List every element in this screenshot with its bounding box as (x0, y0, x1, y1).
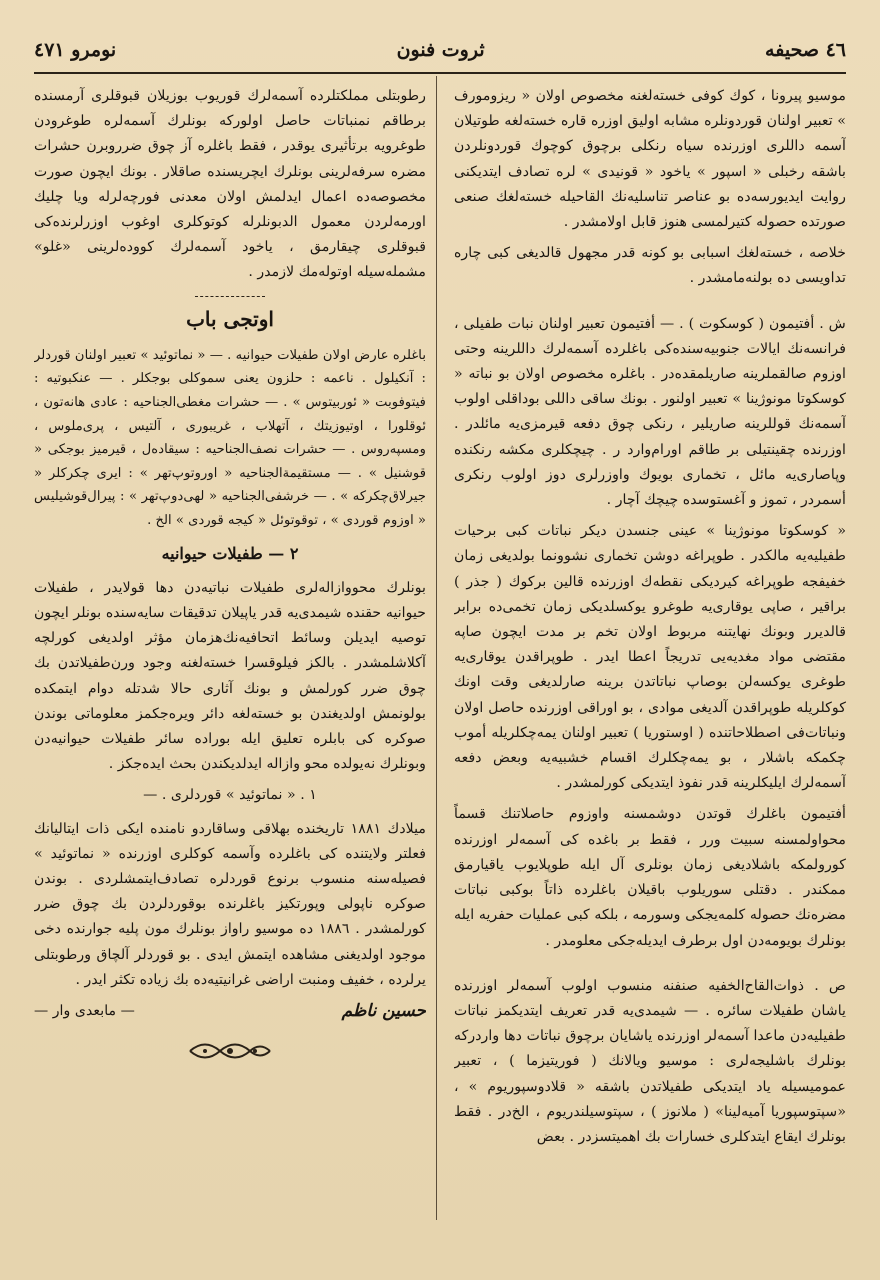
subsection-heading: ١ . « نماتوئيد » قوردلرى . — (143, 787, 317, 804)
paragraph: ش . أفتيمون ( كوسكوت ) . — أفتيمون تعبير اولنان نبات طفيلى ، فرانسه‌نك ايالات جنوبيه‌سنده‌كى باغلرده آسمه‌لرك داللرينه وحتى اوزوم صالقملرينه صاريلمقده‌در . باغلره مخصوص اولان بو نباته « كوسكوتا مونوژينا » تعبير اولنور . بونك ساقى داللى بوداقلى اولوب آسمه‌نك قوللرينه صاريلير ، رنكى چوق دفعه قيرمزى‌يه مائلدر . اوزرنده چقينتيلى بر طاقم اورام‌وارد ر . چيچكلرى مكشه رنكنده وپاصارى‌يه مائل ، تخمارى بويوك واوزرلرى دوز اولوب رنكرى أسمردر ، تموز و آغستوسده چيچك آچار . (454, 315, 846, 509)
paragraph: بونلرك محووازاله‌لرى طفيلات نباتيه‌دن دها قولايدر ، طفيلات حيوانيه حقنده شيمدى‌يه قدر ياپيلان تدقيقات سايه‌سنده بونلر ايچون توصيه ايديلن وسائط اتحافيه‌نك‌هزمان مؤثر اولديغى كورلچه آكلاشلمشدر . بالكز فيلوقسرا خسته‌لغنه وجود ورن‌طفيلاتدن بك چوق ضرر كورلمش و بونك آثارى حالا شدتله دوام ايتمكده بولونمش اولديغندن بو خسته‌لغه دائر ويره‌جكمز معلوماتى بوندن صوكره كى بابلره تعليق ايله بوراده سائر طفيلات حيوانيه‌دن وبونلرك نه‌يولده محو وازاله ايدلديكندن بحث ايده‌جكز . (34, 579, 426, 773)
chapter-title: اوتجى باب (186, 306, 274, 331)
signature: حسين ناظم (341, 1001, 426, 1022)
paragraph: أفتيمون باغلرك قوتدن دوشمسنه واوزوم حاصلاتنك قسماً محواولمسنه سبيت ورر ، فقط بر باغده كى آسمه‌لر اوزرنده كورولمكه باشلاديغى زمان بونلرى آل ايله طوپلايوب ياقيارمق ممكندر . دقتلى سوريلوب باقيلان باغلرده ذاتاً بوكبى نباتات مضره‌نك حصوله كلمه‌يجكى وسورمه ، بلكه كبى عمليات حفريه ايله بونلرك بويومه‌دن اول برطرف ايديله‌جكى معلومدر . (454, 806, 846, 949)
paragraph: خلاصه ، خسته‌لغك اسبابى بو كونه قدر مجهول قالديغى كبى چاره تداويسى ده بولنه‌مامشدر . (454, 245, 846, 287)
ornament-icon (185, 1036, 275, 1066)
paragraph: « كوسكوتا مونوژينا » عينى جنسدن ديكر نباتات كبى برحيات طفيليه‌يه مالكدر . طوپراغه دوشن تخمارى نشوونما بولديغى زمان خفيفجه طوپراغه كيرديكى نقطه‌ك اوزرنده قالين بركوك ( جذر ) براقير ، صاپى يوقارى‌يه طوغرو يوكسلديكى زمان تخمى‌ده برابر قالديرر وبونك نهايتنه مربوط اولان تخم بر مدت ايچون صاپه مقتضى مواد مغديه‌يى تدريجاً اعطا ايدر . طوپراقدن يوقارى‌يه طوغرى يوكسه‌لن بوصاپ نباتاتدن برينه صارلديغى وقت اونك كوكلريله طوپراقدن آلديغى موادى ، بو اوراقى اوزرنده حاصل اولان ونباتات‌فى اصطلاحاتنده ( اوستوريا ) تعبير اولنان يمه‌چكلريله أموب چكمكه باشلار ، بو يمه‌چكلرك اقسام خشبيه‌يه وبعض دفعه آسمه‌لرك ايليكلرينه قدر نفوذ ايتديكى كورلمشدر . (454, 523, 846, 792)
left-column (34, 84, 426, 1218)
paragraph: ص . ذوات‌القاح‌الخفيه صنفنه منسوب اولوب آسمه‌لر اوزرنده ياشان طفيلات سائره . — شيمدى‌يه قدر تعريف ايتديكمز نباتات طفيليه‌دن ماعدا آسمه‌لر اوزرنده ياشايان برچوق نباتات دها واردركه بونلرك باشليجه‌لرى : موسيو ويالانك ( فوريتيزما ) ، تعبير عموميسيله ياد ايتديكى طفيلاتدن باشقه « قلادوسپوريوم » ، «سپتوسپوريا آميه‌لينا» ( ملانوز ) ، سپتوسيلندريوم ، الخ‌در . فقط بونلرك ايقاع ايتدكلرى خسارات بك اهميتسزدر . بعض (454, 977, 846, 1145)
page-header (34, 34, 846, 66)
paragraph: رطوبتلى مملكتلرده آسمه‌لرك قوريوب بوزيلان قبوقلرى آرمسنده برطاقم نمنباتات حاصل اولوركه بونلرك آسمه‌لره طوغرودن طوغرويه برتأثيرى يوقدر ، فقط باغلره آز چوق ضرروبرن حشرات مضره سرفه‌لرينى بونلرك ايچريسنده صاقلار . بونك ايچون صورت مخصوصه‌ده اعمال ايدلمش اولان معدنى فورچه‌لرله ويا چليك اورمه‌لردن معمول الدبونلرله كوتوكلرى اوغوب اوزرلرنده‌كى قبوقلرى چيقارمق ، ياخود آسمه‌لرك كووده‌لرينى «غلو» مشمله‌سيله اوتوله‌مك لازمدر . (34, 88, 426, 281)
paragraph: ميلادك ١٨٨١ تاريخنده بهلاقى وساقاردو نامنده ايكى ذات ايتاليانك فعلتر ولايتنده كى باغلرده وآسمه كوكلرى اوزرنده « نماتوئيد » فصيله‌سنه منسوب برنوع قوردلره تصادف‌ايتمشلردى . بوندن صوكره ناپولى وپورتكيز باغلرنده بوقوردلردن بك چوق ضرر كورلمشدر . ١٨٨٦ ده موسيو راواز بونلرك مون پليه جوارنده دخى موجود اولديغنى مشاهده ايتمش ايدى . بو قوردلر آلچاق ورطوبتلى يرلرده ، خفيف ومنبت اراضى غرانيتيه‌ده بك زياده تكثر ايدر . (34, 820, 426, 988)
continued-note: — مابعدى وار — (34, 1003, 135, 1020)
page-number: ٤٦ صحيفه (765, 39, 846, 61)
issue-number: نومرو ٤٧١ (34, 39, 117, 61)
paragraph: موسيو پيرونا ، كوك كوفى خسته‌لغنه مخصوص اولان « ريزومورف » تعبير اولنان قوردونلره مشابه اوليق اوزره قاره خسته‌لغه طوتيلان آسمه داللرى اوزرنده سياه رنكلى برچوق كوچوك قوردونلردن باشقه رخبلى « اسپور » ياخود « قونيدى » لره تصادف ايتديكنى روايت ايديورسه‌ده بو عناصر تناسليه‌نك القاحيله خسته‌لغك صنعى صورتده حصوله كتيرلمسى هنوز قابل اولامشدر . (454, 88, 846, 231)
journal-title: ثروت فنون (396, 39, 485, 61)
section-separator (195, 296, 265, 297)
header-rule (34, 72, 846, 74)
right-column (454, 84, 846, 1218)
section-heading: ٢ — طفيلات حيوانيه (161, 543, 299, 563)
column-divider (436, 76, 437, 1220)
insect-list: باغلره عارض اولان طفيلات حيوانيه . — « نماتوئيد » تعبير اولنان قوردلر : آنكيلول . ناعمه : حلزون يعنى سموكلى بوجكلر . — عنكبوتيه : فيتوفوبت « ئوربيتوس » . — حشرات مغطى‌الجناحيه : عادى هانه‌تون ، ئوقلورا ، اوتيوزيتك ، آتهلاب ، غريبورى ، آلتيس ، پرى‌ملوس ، ومسپه‌روس . — حشرات نصف‌الجناحيه : سيقاده‌ل ، قيرميز بوجكى « قوشنيل » . — مستقيمة‌الجناحيه « اوروتوپ‌تهر » : ايرى چكركلر « جيرلاق‌چكركه » . — خرشفى‌الجناحيه « لهى‌دوپ‌تهر » : پيرال‌قوشيليس « اوزوم قوردى » ، توقوتوئل « كيجه قوردى » الخ . (34, 347, 426, 528)
